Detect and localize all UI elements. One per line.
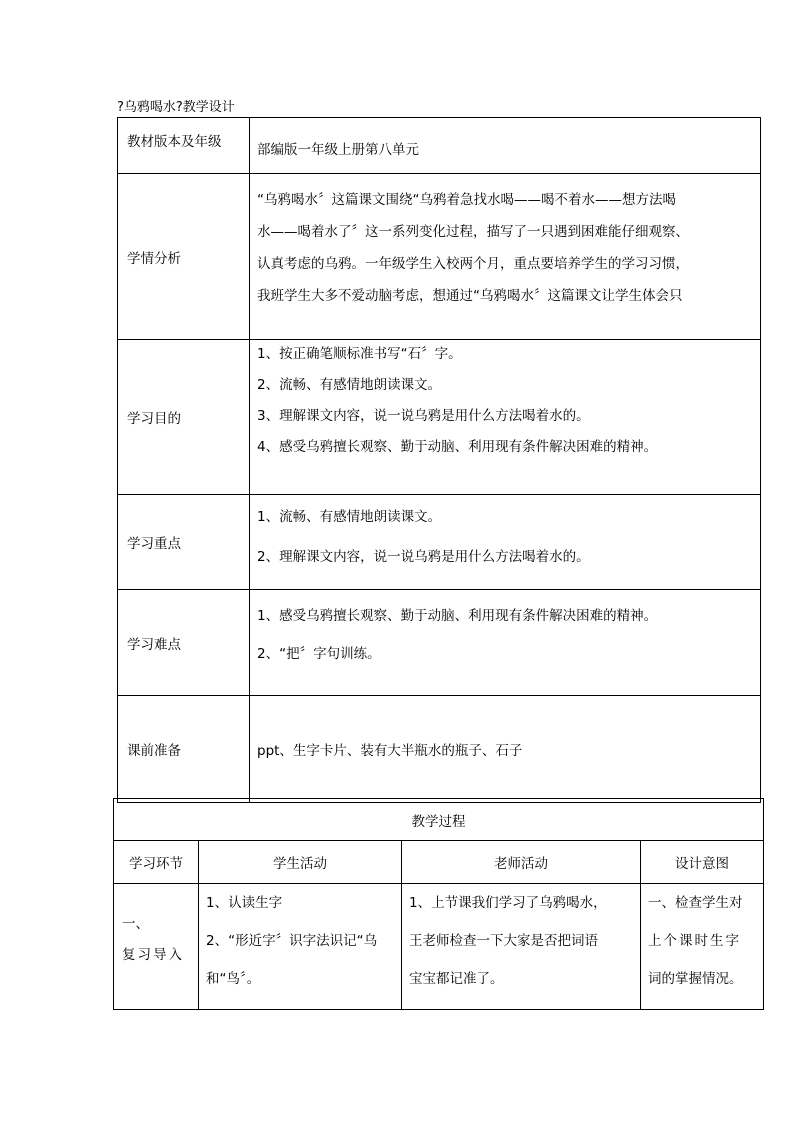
step-name: 复习导入 [122,947,184,963]
student-activity-line: 2、“形近字〞识字法识记“乌 [206,933,378,949]
goals-list [250,340,761,495]
goal-item: 1、按正确笔顺标准书写“石〞字。 [257,346,462,362]
student-activity-cell [199,884,402,1010]
goal-item: 4、感受乌鸦擅长观察、勤于动脑、利用现有条件解决困难的精神。 [257,439,658,455]
edition-label: 教材版本及年级 [118,118,250,174]
key-points-list [250,495,761,590]
key-point-item: 2、理解课文内容，说一说乌鸦是用什么方法喝着水的。 [257,549,590,565]
header-teacher: 老师活动 [402,841,641,884]
difficulties-row [118,590,761,696]
design-intent-cell [641,884,764,1010]
design-intent-line: 上个课时生字 [648,933,741,949]
analysis-row [118,174,761,340]
key-points-label: 学习重点 [118,495,250,590]
teacher-activity-line: 王老师检查一下大家是否把词语 [409,933,598,949]
analysis-line: 我班学生大多不爱动脑考虑，想通过“乌鸦喝水〞这篇课文让学生体会只 [257,288,683,304]
header-intent: 设计意图 [641,841,764,884]
header-step: 学习环节 [114,841,199,884]
edition-value: 部编版一年级上册第八单元 [250,118,761,174]
process-header-row [114,841,764,884]
student-activity-line: 1、认读生字 [206,895,283,911]
key-points-row [118,495,761,590]
analysis-line: 认真考虑的乌鸦。一年级学生入校两个月，重点要培养学生的学习习惯， [257,256,689,272]
teacher-activity-line: 1、上节课我们学习了乌鸦喝水， [409,895,607,911]
edition-row [118,118,761,174]
preparation-label: 课前准备 [118,696,250,803]
difficulty-item: 2、“把〞字句训练。 [257,646,381,662]
goals-label: 学习目的 [118,340,250,495]
design-intent-line: 词的掌握情况。 [648,971,743,987]
goal-item: 3、理解课文内容，说一说乌鸦是用什么方法喝着水的。 [257,408,590,424]
lesson-info-table [117,117,761,803]
difficulty-item: 1、感受乌鸦擅长观察、勤于动脑、利用现有条件解决困难的精神。 [257,608,658,624]
teacher-activity-cell [402,884,641,1010]
goals-row [118,340,761,495]
analysis-text [250,174,761,340]
student-activity-line: 和“鸟〞。 [206,971,261,987]
document-title: ?乌鸦喝水?教学设计 [117,100,235,115]
difficulties-label: 学习难点 [118,590,250,696]
analysis-line: 水——喝着水了〞这一系列变化过程，描写了一只遇到困难能仔细观察、 [257,224,689,240]
step-number: 一、 [122,916,149,932]
analysis-label: 学情分析 [118,174,250,340]
header-student: 学生活动 [199,841,402,884]
design-intent-line: 一、检查学生对 [648,895,743,911]
teacher-activity-line: 宝宝都记准了。 [409,971,504,987]
teaching-process-table [113,798,764,1010]
goal-item: 2、流畅、有感情地朗读课文。 [257,377,442,393]
process-row-review [114,884,764,1010]
step-cell [114,884,199,1010]
preparation-value: ppt、生字卡片、装有大半瓶水的瓶子、石子 [250,696,761,803]
key-point-item: 1、流畅、有感情地朗读课文。 [257,509,442,525]
difficulties-list [250,590,761,696]
preparation-row [118,696,761,803]
process-title: 教学过程 [114,799,764,841]
analysis-line: “乌鸦喝水〞这篇课文围绕“乌鸦着急找水喝——喝不着水——想方法喝 [257,192,676,208]
